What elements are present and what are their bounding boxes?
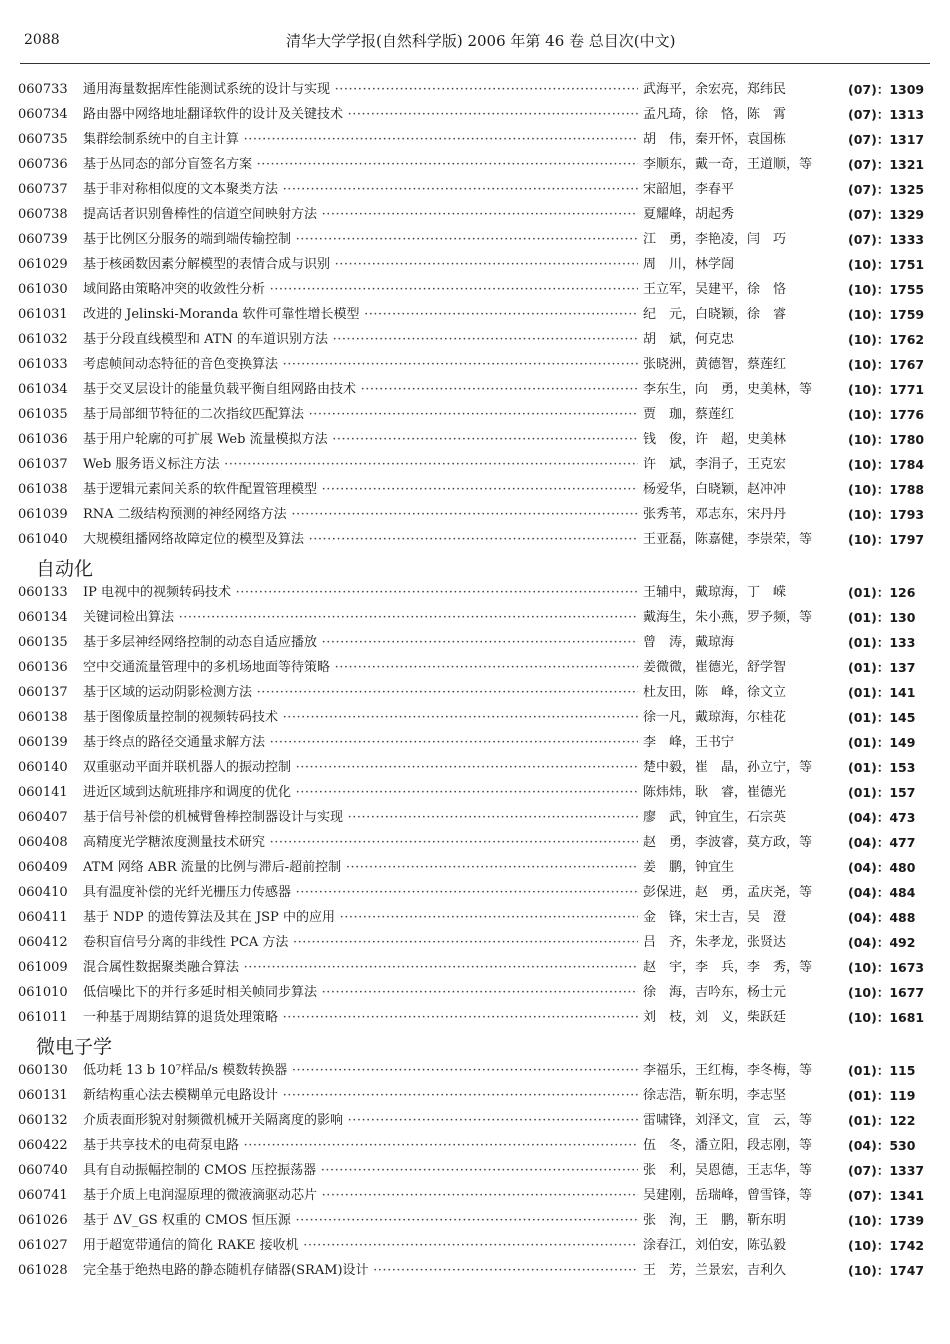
toc-entry xyxy=(0,706,950,731)
article-code: 060736 xyxy=(18,157,68,172)
article-authors: 廖 武，钟宜生，石宗英 xyxy=(643,810,787,825)
issue-page-ref: (07)：1325 xyxy=(848,182,925,197)
article-code: 060408 xyxy=(18,835,68,850)
toc-entry xyxy=(0,606,950,631)
toc-entry xyxy=(0,1209,950,1234)
article-title: 基于信号补偿的机械臂鲁棒控制器设计与实现 ····· xyxy=(83,810,638,826)
article-title: 低功耗 13 b 10⁷样品/s 模数转换器 ····· xyxy=(83,1063,638,1079)
toc-entry xyxy=(0,103,950,128)
toc-entry xyxy=(0,1006,950,1031)
article-code: 060410 xyxy=(18,885,68,900)
article-code: 061029 xyxy=(18,257,68,272)
article-code: 060409 xyxy=(18,860,68,875)
issue-page-ref: (04)：473 xyxy=(848,810,916,825)
article-title: 通用海量数据库性能测试系统的设计与实现 ····· xyxy=(83,82,638,98)
article-code: 060136 xyxy=(18,660,68,675)
article-title: 具有温度补偿的光纤光栅压力传感器 ····· xyxy=(83,885,638,901)
article-authors: 贾 珈，蔡莲红 xyxy=(643,407,735,422)
toc-entry xyxy=(0,1109,950,1134)
toc-entry xyxy=(0,353,950,378)
toc-entry xyxy=(0,1259,950,1284)
issue-page-ref: (10)：1751 xyxy=(848,257,925,272)
article-code: 061040 xyxy=(18,532,68,547)
article-authors: 陈炜炜，耿 睿，崔德光 xyxy=(643,785,787,800)
issue-page-ref: (01)：126 xyxy=(848,585,916,600)
issue-page-ref: (07)：1337 xyxy=(848,1163,925,1178)
toc-entry xyxy=(0,581,950,606)
article-title: 基于共享技术的电荷泵电路 ····· xyxy=(83,1138,638,1154)
issue-page-ref: (01)：122 xyxy=(848,1113,916,1128)
toc-entry xyxy=(0,478,950,503)
issue-page-ref: (10)：1793 xyxy=(848,507,925,522)
article-authors: 徐一凡，戴琼海，尔桂花 xyxy=(643,710,787,725)
article-title: 基于区域的运动阴影检测方法 ····· xyxy=(83,685,638,701)
article-authors: 纪 元，白晓颖，徐 睿 xyxy=(643,307,787,322)
article-authors: 徐志浩，靳东明，李志坚 xyxy=(643,1088,787,1103)
toc-entry xyxy=(0,453,950,478)
article-authors: 伍 冬，潘立阳，段志刚，等 xyxy=(643,1138,813,1153)
issue-page-ref: (01)：141 xyxy=(848,685,916,700)
toc-entry xyxy=(0,1159,950,1184)
article-authors: 李东生，向 勇，史美林，等 xyxy=(643,382,813,397)
issue-page-ref: (01)：133 xyxy=(848,635,916,650)
toc-entry xyxy=(0,1234,950,1259)
issue-page-ref: (10)：1742 xyxy=(848,1238,925,1253)
issue-page-ref: (10)：1755 xyxy=(848,282,925,297)
article-title: 考虑帧间动态特征的音色变换算法 ····· xyxy=(83,357,638,373)
article-title: 基于 NDP 的遗传算法及其在 JSP 中的应用 ····· xyxy=(83,910,638,926)
issue-page-ref: (07)：1341 xyxy=(848,1188,925,1203)
article-authors: 涂春江，刘伯安，陈弘毅 xyxy=(643,1238,787,1253)
article-title: 混合属性数据聚类融合算法 ····· xyxy=(83,960,638,976)
issue-page-ref: (04)：484 xyxy=(848,885,916,900)
article-authors: 彭保进，赵 勇，孟庆尧，等 xyxy=(643,885,813,900)
article-authors: 胡 伟，秦开怀，袁国栋 xyxy=(643,132,787,147)
article-title: 高精度光学糖浓度测量技术研究 ····· xyxy=(83,835,638,851)
article-code: 060407 xyxy=(18,810,68,825)
article-title: 大规模组播网络故障定位的模型及算法 ····· xyxy=(83,532,638,548)
toc-entry xyxy=(0,178,950,203)
article-authors: 王 芳，兰景宏，吉利久 xyxy=(643,1263,787,1278)
article-title: 基于丛同态的部分盲签名方案 ····· xyxy=(83,157,638,173)
section-heading-label: 自动化 xyxy=(36,558,94,580)
toc-entry xyxy=(0,631,950,656)
issue-page-ref: (07)：1321 xyxy=(848,157,925,172)
article-title: 基于分段直线模型和 ATN 的车道识别方法 ····· xyxy=(83,332,638,348)
article-title: 基于局部细节特征的二次指纹匹配算法 ····· xyxy=(83,407,638,423)
article-authors: 李 峰，王书宁 xyxy=(643,735,735,750)
article-code: 060135 xyxy=(18,635,68,650)
article-authors: 雷啸锋，刘泽文，宣 云，等 xyxy=(643,1113,813,1128)
toc-entry xyxy=(0,831,950,856)
issue-page-ref: (01)：157 xyxy=(848,785,916,800)
issue-page-ref: (04)：477 xyxy=(848,835,916,850)
issue-page-ref: (01)：149 xyxy=(848,735,916,750)
toc-entry xyxy=(0,203,950,228)
issue-page-ref: (10)：1677 xyxy=(848,985,925,1000)
issue-page-ref: (10)：1784 xyxy=(848,457,925,472)
article-title: 进近区域到达航班排序和调度的优化 ····· xyxy=(83,785,638,801)
article-title: 用于超宽带通信的简化 RAKE 接收机 ····· xyxy=(83,1238,638,1254)
header-rule xyxy=(20,63,930,64)
article-code: 060735 xyxy=(18,132,68,147)
article-code: 061031 xyxy=(18,307,68,322)
section-heading-label: 微电子学 xyxy=(36,1036,113,1058)
toc-entry xyxy=(0,881,950,906)
toc-entry xyxy=(0,681,950,706)
toc-entry xyxy=(0,756,950,781)
article-code: 060741 xyxy=(18,1188,68,1203)
toc-entry xyxy=(0,253,950,278)
article-title: ATM 网络 ABR 流量的比例与滞后-超前控制 ····· xyxy=(83,860,638,876)
issue-page-ref: (04)：480 xyxy=(848,860,916,875)
issue-page-ref: (10)：1762 xyxy=(848,332,925,347)
article-code: 060140 xyxy=(18,760,68,775)
toc-entry xyxy=(0,378,950,403)
article-code: 060412 xyxy=(18,935,68,950)
article-authors: 张秀苇，邓志东，宋丹丹 xyxy=(643,507,787,522)
article-authors: 王辅中，戴琼海，丁 嵘 xyxy=(643,585,787,600)
article-authors: 杜友田，陈 峰，徐文立 xyxy=(643,685,787,700)
issue-page-ref: (07)：1317 xyxy=(848,132,925,147)
article-authors: 王立军，吴建平，徐 恪 xyxy=(643,282,787,297)
article-authors: 宋韶旭，李春平 xyxy=(643,182,735,197)
section-heading xyxy=(0,553,950,581)
article-authors: 刘 枝，刘 义，柴跃廷 xyxy=(643,1010,787,1025)
page-header xyxy=(0,30,950,56)
toc-entry xyxy=(0,278,950,303)
article-title: RNA 二级结构预测的神经网络方法 ····· xyxy=(83,507,638,523)
article-title: 路由器中网络地址翻译软件的设计及关键技术 ····· xyxy=(83,107,638,123)
article-code: 061027 xyxy=(18,1238,68,1253)
article-code: 060740 xyxy=(18,1163,68,1178)
issue-page-ref: (01)：145 xyxy=(848,710,916,725)
article-authors: 江 勇，李艳凌，闫 巧 xyxy=(643,232,787,247)
article-authors: 胡 斌，何克忠 xyxy=(643,332,735,347)
article-code: 060738 xyxy=(18,207,68,222)
article-code: 060422 xyxy=(18,1138,68,1153)
article-code: 060130 xyxy=(18,1063,68,1078)
article-title: 关键词检出算法 ····· xyxy=(83,610,638,626)
article-code: 060138 xyxy=(18,710,68,725)
article-title: 基于核函数因素分解模型的表情合成与识别 ····· xyxy=(83,257,638,273)
issue-page-ref: (10)：1788 xyxy=(848,482,925,497)
issue-page-ref: (10)：1767 xyxy=(848,357,925,372)
toc-entry xyxy=(0,656,950,681)
article-authors: 钱 俊，许 超，史美林 xyxy=(643,432,787,447)
issue-page-ref: (10)：1739 xyxy=(848,1213,925,1228)
toc-entry xyxy=(0,731,950,756)
issue-page-ref: (10)：1776 xyxy=(848,407,925,422)
article-title: 基于非对称相似度的文本聚类方法 ····· xyxy=(83,182,638,198)
article-code: 061037 xyxy=(18,457,68,472)
article-code: 060739 xyxy=(18,232,68,247)
toc-entry xyxy=(0,906,950,931)
article-code: 061011 xyxy=(18,1010,68,1025)
toc-entry xyxy=(0,781,950,806)
toc-entry xyxy=(0,153,950,178)
article-code: 060139 xyxy=(18,735,68,750)
article-title: 提高话者识别鲁棒性的信道空间映射方法 ····· xyxy=(83,207,638,223)
article-title: 低信噪比下的并行多延时相关帧同步算法 ····· xyxy=(83,985,638,1001)
toc-entry xyxy=(0,128,950,153)
article-authors: 张晓洲，黄德智，蔡莲红 xyxy=(643,357,787,372)
article-code: 061036 xyxy=(18,432,68,447)
toc-entry xyxy=(0,856,950,881)
article-title: 基于介质上电润湿原理的微液滴驱动芯片 ····· xyxy=(83,1188,638,1204)
issue-page-ref: (10)：1759 xyxy=(848,307,925,322)
article-code: 060733 xyxy=(18,82,68,97)
article-title: Web 服务语义标注方法 ····· xyxy=(83,457,638,473)
article-code: 061009 xyxy=(18,960,68,975)
toc-entry xyxy=(0,528,950,553)
toc-entry xyxy=(0,1184,950,1209)
article-title: 空中交通流量管理中的多机场地面等待策略 ····· xyxy=(83,660,638,676)
article-code: 060737 xyxy=(18,182,68,197)
article-title: 卷积盲信号分离的非线性 PCA 方法 ····· xyxy=(83,935,638,951)
issue-page-ref: (07)：1309 xyxy=(848,82,925,97)
article-authors: 戴海生，朱小燕，罗予频，等 xyxy=(643,610,813,625)
article-authors: 夏耀峰，胡起秀 xyxy=(643,207,735,222)
issue-page-ref: (01)：119 xyxy=(848,1088,916,1103)
toc-entry xyxy=(0,328,950,353)
article-authors: 杨爱华，白晓颖，赵冲冲 xyxy=(643,482,787,497)
article-code: 061035 xyxy=(18,407,68,422)
toc-entry xyxy=(0,956,950,981)
toc-entry xyxy=(0,981,950,1006)
article-code: 060141 xyxy=(18,785,68,800)
toc-entry xyxy=(0,1059,950,1084)
article-authors: 李福乐，王红梅，李冬梅，等 xyxy=(643,1063,813,1078)
article-code: 060734 xyxy=(18,107,68,122)
article-code: 060411 xyxy=(18,910,68,925)
article-title: 基于多层神经网络控制的动态自适应播放 ····· xyxy=(83,635,638,651)
article-title: 基于用户轮廓的可扩展 Web 流量模拟方法 ····· xyxy=(83,432,638,448)
table-of-contents xyxy=(0,78,950,1284)
issue-page-ref: (10)：1797 xyxy=(848,532,925,547)
toc-entry xyxy=(0,503,950,528)
article-title: 基于 ΔV_GS 权重的 CMOS 恒压源 ····· xyxy=(83,1213,638,1229)
article-title: 基于终点的路径交通量求解方法 ····· xyxy=(83,735,638,751)
article-code: 061034 xyxy=(18,382,68,397)
article-code: 061039 xyxy=(18,507,68,522)
article-authors: 吕 齐，朱孝龙，张贤达 xyxy=(643,935,787,950)
article-code: 061038 xyxy=(18,482,68,497)
article-code: 060131 xyxy=(18,1088,68,1103)
article-title: 基于交叉层设计的能量负载平衡自组网路由技术 ····· xyxy=(83,382,638,398)
issue-page-ref: (10)：1673 xyxy=(848,960,925,975)
article-authors: 金 锋，宋士吉，吴 澄 xyxy=(643,910,787,925)
article-title: 集群绘制系统中的自主计算 ····· xyxy=(83,132,638,148)
article-code: 061026 xyxy=(18,1213,68,1228)
toc-entry xyxy=(0,428,950,453)
issue-page-ref: (10)：1681 xyxy=(848,1010,925,1025)
issue-page-ref: (10)：1771 xyxy=(848,382,925,397)
toc-entry xyxy=(0,1134,950,1159)
article-authors: 周 川，林学訚 xyxy=(643,257,735,272)
article-authors: 姜 鹏，钟宜生 xyxy=(643,860,735,875)
article-authors: 武海平，余宏亮，郑纬民 xyxy=(643,82,787,97)
article-code: 061033 xyxy=(18,357,68,372)
article-title: 完全基于绝热电路的静态随机存储器(SRAM)设计 ····· xyxy=(83,1263,638,1279)
toc-entry xyxy=(0,228,950,253)
issue-page-ref: (01)：115 xyxy=(848,1063,916,1078)
article-code: 061030 xyxy=(18,282,68,297)
article-authors: 姜微微，崔德光，舒学智 xyxy=(643,660,787,675)
article-code: 060132 xyxy=(18,1113,68,1128)
article-authors: 徐 海，吉吟东，杨士元 xyxy=(643,985,787,1000)
issue-page-ref: (04)：488 xyxy=(848,910,916,925)
section-heading xyxy=(0,1031,950,1059)
issue-page-ref: (01)：137 xyxy=(848,660,916,675)
article-authors: 张 利，吴恩德，王志华，等 xyxy=(643,1163,813,1178)
article-code: 060133 xyxy=(18,585,68,600)
article-authors: 李顺东，戴一奇，王道顺，等 xyxy=(643,157,813,172)
issue-page-ref: (07)：1333 xyxy=(848,232,925,247)
toc-entry xyxy=(0,78,950,103)
issue-page-ref: (07)：1313 xyxy=(848,107,925,122)
article-code: 061010 xyxy=(18,985,68,1000)
toc-entry xyxy=(0,303,950,328)
article-title: 双重驱动平面并联机器人的振动控制 ····· xyxy=(83,760,638,776)
toc-entry xyxy=(0,1084,950,1109)
article-authors: 王亚磊，陈嘉健，李崇荣，等 xyxy=(643,532,813,547)
article-authors: 楚中毅，崔 晶，孙立宁，等 xyxy=(643,760,813,775)
article-title: 一种基于周期结算的退货处理策略 ····· xyxy=(83,1010,638,1026)
article-code: 060137 xyxy=(18,685,68,700)
issue-page-ref: (01)：153 xyxy=(848,760,916,775)
issue-page-ref: (04)：530 xyxy=(848,1138,916,1153)
article-title: IP 电视中的视频转码技术 ····· xyxy=(83,585,638,601)
issue-page-ref: (01)：130 xyxy=(848,610,916,625)
article-code: 061032 xyxy=(18,332,68,347)
issue-page-ref: (10)：1780 xyxy=(848,432,925,447)
article-authors: 赵 勇，李波睿，莫方政，等 xyxy=(643,835,813,850)
journal-title: 清华大学学报(自然科学版) 2006 年第 46 卷 总目次(中文) xyxy=(286,32,676,50)
article-title: 改进的 Jelinski-Moranda 软件可靠性增长模型 ····· xyxy=(83,307,638,323)
issue-page-ref: (04)：492 xyxy=(848,935,916,950)
article-authors: 张 洵，王 鹏，靳东明 xyxy=(643,1213,787,1228)
article-authors: 孟凡琦，徐 恪，陈 霄 xyxy=(643,107,787,122)
article-title: 新结构重心法去模糊单元电路设计 ····· xyxy=(83,1088,638,1104)
toc-entry xyxy=(0,806,950,831)
article-title: 基于图像质量控制的视频转码技术 ····· xyxy=(83,710,638,726)
article-code: 060134 xyxy=(18,610,68,625)
toc-entry xyxy=(0,931,950,956)
article-authors: 吴建刚，岳瑞峰，曾雪锋，等 xyxy=(643,1188,813,1203)
issue-page-ref: (10)：1747 xyxy=(848,1263,925,1278)
article-title: 域间路由策略冲突的收敛性分析 ····· xyxy=(83,282,638,298)
article-title: 介质表面形貌对射频微机械开关隔离度的影响 ····· xyxy=(83,1113,638,1129)
issue-page-ref: (07)：1329 xyxy=(848,207,925,222)
article-authors: 许 斌，李涓子，王克宏 xyxy=(643,457,787,472)
toc-entry xyxy=(0,403,950,428)
article-title: 基于比例区分服务的端到端传输控制 ····· xyxy=(83,232,638,248)
article-title: 基于逻辑元素间关系的软件配置管理模型 ····· xyxy=(83,482,638,498)
article-title: 具有自动振幅控制的 CMOS 压控振荡器 ····· xyxy=(83,1163,638,1179)
article-authors: 曾 涛，戴琼海 xyxy=(643,635,735,650)
page-number: 2088 xyxy=(24,32,60,48)
article-code: 061028 xyxy=(18,1263,68,1278)
article-authors: 赵 宇，李 兵，李 秀，等 xyxy=(643,960,813,975)
